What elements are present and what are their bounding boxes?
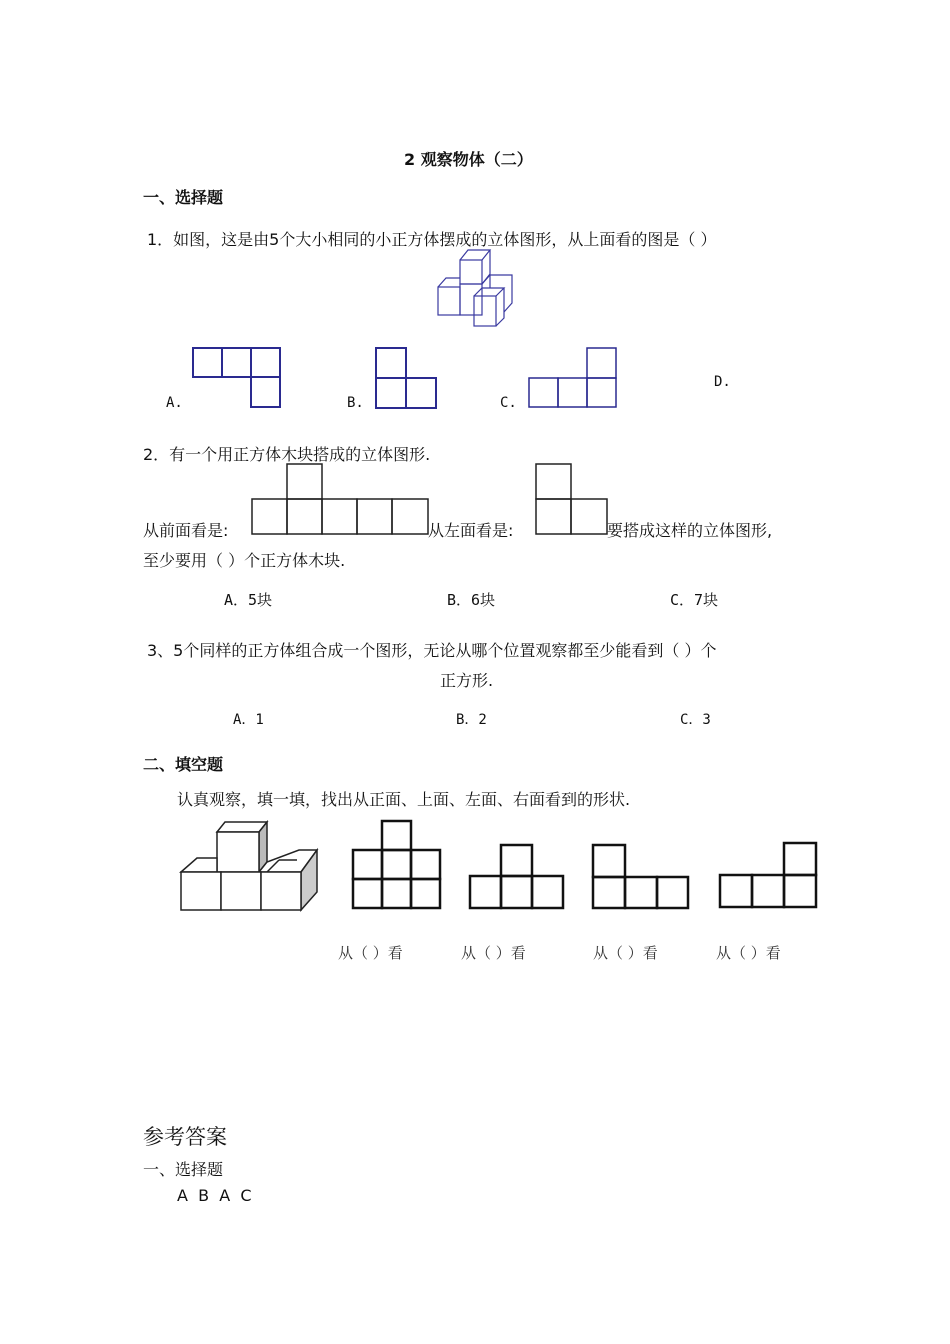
q3-option-c: C．3 (680, 712, 711, 728)
question-3-line2: 正方形. (440, 671, 494, 690)
answers-section: 一、选择题 (143, 1160, 224, 1179)
section-choice-heading: 一、选择题 (143, 188, 224, 207)
q1-option-a: A. (166, 395, 183, 411)
answers-values: A B A C (177, 1186, 252, 1205)
page-title: 2 观察物体（二） (404, 150, 533, 169)
q2-left-label: 从左面看是: (428, 521, 514, 540)
q2-option-a: A．5块 (224, 591, 273, 609)
answers-heading: 参考答案 (143, 1125, 227, 1149)
q1-option-c-figure (528, 347, 620, 409)
fill-instruction: 认真观察，填一填，找出从正面、上面、左面、右面看到的形状. (177, 790, 631, 809)
fill-view-4-figure (718, 841, 820, 909)
question-1-text: 1．如图，这是由5个大小相同的小正方体摆成的立体图形，从上面看的图是（ ） (147, 230, 717, 249)
fill-label-4: 从（ ）看 (716, 944, 781, 962)
q1-option-b: B. (347, 395, 364, 411)
fill-3d-block-figure (179, 820, 321, 912)
fill-view-2-figure (468, 843, 566, 911)
fill-label-2: 从（ ）看 (461, 944, 526, 962)
q2-line2: 至少要用（ ）个正方体木块. (143, 551, 346, 570)
q2-front-label: 从前面看是: (143, 521, 229, 540)
fill-label-3: 从（ ）看 (593, 944, 658, 962)
question-3-line1: 3、5个同样的正方体组合成一个图形，无论从哪个位置观察都至少能看到（ ）个 (147, 641, 717, 660)
q2-left-view-figure (535, 463, 609, 535)
q1-option-a-figure (192, 347, 282, 409)
q3-option-b: B．2 (456, 712, 487, 728)
q2-front-view-figure (250, 463, 430, 535)
fill-view-3-figure (591, 843, 691, 911)
fill-label-1: 从（ ）看 (338, 944, 403, 962)
q1-option-b-figure (375, 347, 437, 409)
q2-option-b: B．6块 (447, 591, 496, 609)
q1-option-c: C. (500, 395, 517, 411)
q2-tail-text: 要搭成这样的立体图形, (607, 521, 773, 540)
fill-view-1-figure (351, 819, 443, 911)
q1-cube-figure (434, 248, 524, 328)
q1-option-d: D. (714, 374, 731, 390)
question-2-intro: 2．有一个用正方体木块搭成的立体图形. (143, 445, 431, 464)
section-fill-heading: 二、填空题 (143, 755, 224, 774)
q2-option-c: C．7块 (670, 591, 719, 609)
q3-option-a: A．1 (233, 712, 264, 728)
